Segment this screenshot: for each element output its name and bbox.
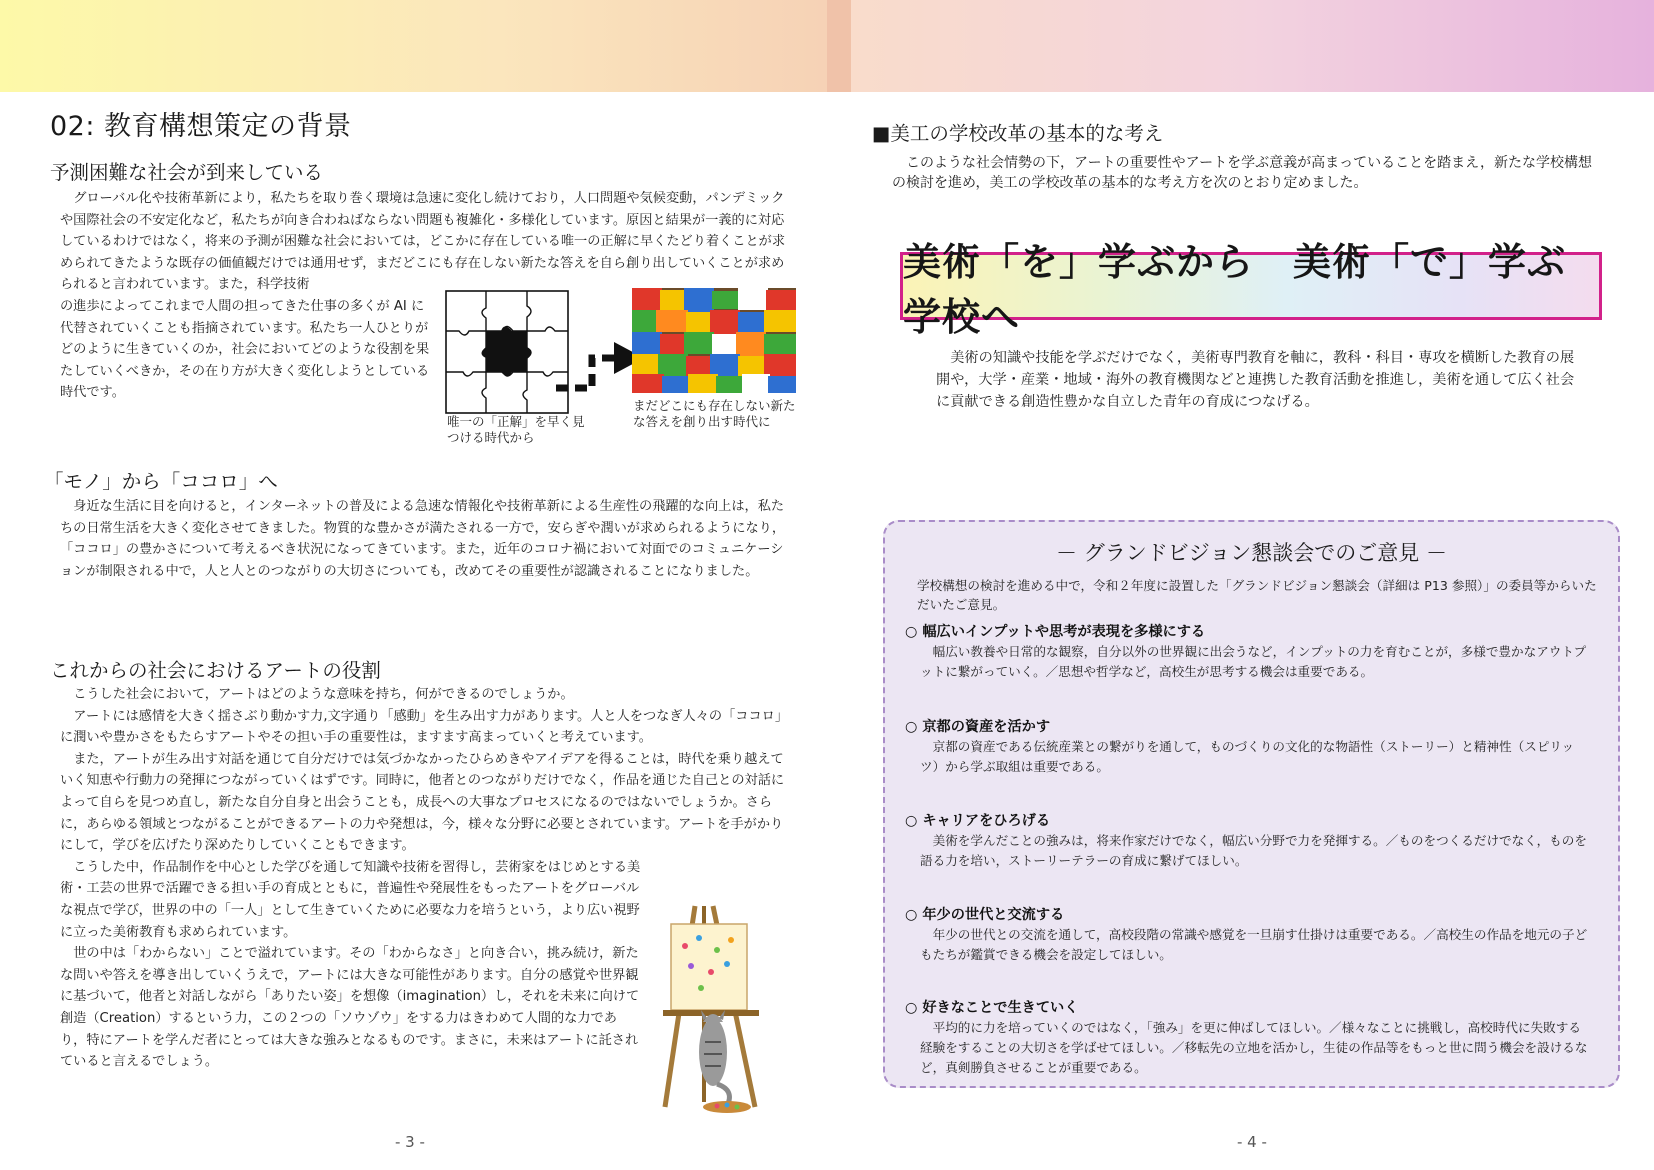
page-number-right: - 4 - xyxy=(1237,1133,1267,1151)
grand-vision-box xyxy=(883,520,1620,1088)
opinion-head-3: ○ キャリアをひろげる xyxy=(905,813,1051,829)
art-role-p3: また，アートが生み出す対話を通じて自分だけでは気づかなかったひらめきやアイデアを得ることは，時代を乗り越えていく知恵や行動力の発揮につながっていくはずです。同時に，他者とのつながりだけでなく，作品を通じた自己との対話によって自らを見つめ直し，新たな自分自身と出会うことも，成長への大事なプロセスになるのではないでしょうか。さらに，あらゆる領域とつながることができるアートの力や発想は，今，様々な分野に必要とされています。アートを手がかりにして，学びを広げたり深めたりしていくこともできます。 xyxy=(60,751,785,854)
art-role-p2: アートには感情を大きく揺さぶり動かす力,文字通り「感動」を生み出す力があります。人と人をつなぎ人々の「ココロ」に潤いや豊かさをもたらすアートやその担い手の重要性は，ますます高まっていくと考えています。 xyxy=(60,708,789,746)
art-role-p1: こうした社会において，アートはどのような意味を持ち，何ができるのでしょうか。 xyxy=(73,687,574,702)
slogan-description: 美術の知識や技能を学ぶだけでなく，美術専門教育を軸に，教科・科目・専攻を横断した教育の展開や，大学・産業・地域・海外の教育機関などと連携した教育活動を推進し，美術を通して広く社会に貢献できる創造性豊かな自立した青年の育成につなげる。 xyxy=(936,350,1575,410)
slogan-banner xyxy=(900,240,1602,339)
section-title-mono-kokoro: 「モノ」から「ココロ」へ xyxy=(44,470,278,493)
caption-puzzle: 唯一の「正解」を早く見つける時代から xyxy=(447,414,585,445)
caption-bricks: まだどこにも存在しない新たな答えを創り出す時代に xyxy=(633,398,796,429)
puzzle-illustration xyxy=(445,290,569,414)
page-heading: 02: 教育構想策定の背景 xyxy=(50,111,352,142)
opinion-head-4: ○ 年少の世代と交流する xyxy=(905,907,1065,923)
section-title-unpredictable: 予測困難な社会が到来している xyxy=(50,161,324,184)
art-role-p5: 世の中は「わからない」ことで溢れています。その「わからなさ」と向き合い，挑み続け，新たな問いや答えを導き出していくうえで，アートには大きな可能性があります。自分の感覚や世界観に基づいて，他者と対話しながら「ありたい姿」を想像（imagination）し，それを未来に向けて創造（Creation）するという力，この２つの「ソウゾウ」をする力はきわめて人間的な力であり，特にアートを学んだ者にとっては大きな強みとなるものです。まさに，未来はアートに託されていると言えるでしょう。 xyxy=(60,946,640,1070)
opinion-text-5: 平均的に力を培っていくのではなく，「強み」を更に伸ばしてほしい。／様々なことに挑戦し，高校時代に失敗する経験をすることの大切さを学ばせてほしい。／移転先の立地を活かし，生徒の作品等をもっと世に問う機会を設けるなど，真剣勝負させることが重要である。 xyxy=(920,1020,1588,1075)
header-band-right xyxy=(851,0,1654,92)
right-heading: ■美工の学校改革の基本的な考え xyxy=(872,122,1164,145)
opinion-head-5: ○ 好きなことで生きていく xyxy=(905,1000,1079,1016)
opinion-text-1: 幅広い教養や日常的な観察，自分以外の世界観に出会うなど，インプットの力を育むことが，多様で豊かなアウトプットに繋がっていく。／思想や哲学など，高校生が思考する機会は重要である。 xyxy=(920,644,1587,679)
header-band-center xyxy=(827,0,851,92)
grand-vision-intro: 学校構想の検討を進める中で，令和２年度に設置した「グランドビジョン懇談会（詳細は P13 参照）」の委員等からいただいたご意見。 xyxy=(917,578,1597,612)
section-title-art-role: これからの社会におけるアートの役割 xyxy=(50,659,381,682)
slogan-text: 美術「を」学ぶから 美術「で」学ぶ学校へ xyxy=(903,240,1567,339)
page-number-left: - 3 - xyxy=(395,1133,425,1151)
cat-painting-easel-illustration xyxy=(655,902,775,1116)
opinion-text-2: 京都の資産である伝統産業との繋がりを通して，ものづくりの文化的な物語性（ストーリー）と精神性（スピリッツ）から学ぶ取組は重要である。 xyxy=(920,739,1575,774)
section-text-mono-kokoro: 身近な生活に目を向けると，インターネットの普及による急速な情報化や技術革新による生産性の飛躍的な向上は，私たちの日常生活を大きく変化させてきました。物質的な豊かさが満たされる一方で，安らぎや潤いが求められるようになり，「ココロ」の豊かさについて考えるべき状況になってきています。また，近年のコロナ禍において対面でのコミュニケーションが制限される中で，人と人とのつながりの大切さについても，改めてその重要性が認識されることになりました。 xyxy=(60,499,786,579)
toy-bricks-photo xyxy=(632,288,796,393)
art-role-p4: こうした中，作品制作を中心とした学びを通して知識や技術を習得し，芸術家をはじめとする美術・工芸の世界で活躍できる担い手の育成とともに，普遍性や発展性をもったアートをグローバルな視点で学び，世界の中の「一人」として生きていくために必要な力を培うという，より広い視野に立った美術教育も求められています。 xyxy=(60,859,641,940)
section-text-unpredictable: グローバル化や技術革新により，私たちを取り巻く環境は急速に変化し続けており，人口問題や気候変動，パンデミックや国際社会の不安定化など，私たちが向き合わねばならない問題も複雑化・多様化しています。原因と結果が一義的に対応しているわけではなく，将来の予測が困難な社会においては，どこかに存在している唯一の正解に早くたどり着くことが求められてきたような既存の価値観だけでは通用せず，まだどこにも存在しない新たな答えを自ら創り出していくことが求められると言われています。また，科学技術 xyxy=(60,191,786,293)
header-band-left xyxy=(0,0,827,92)
right-intro-text: このような社会情勢の下，アートの重要性やアートを学ぶ意義が高まっていることを踏まえ，新たな学校構想の検討を進め，美工の学校改革の基本的な考え方を次のとおり定めました。 xyxy=(892,155,1592,191)
section-text-unpredictable-cont: の進歩によってこれまで人間の担ってきた仕事の多くが AI に代替されていくことも指摘されています。私たち一人ひとりがどのように生きていくのか，社会においてどのような役割を果たしていくべきか，その在り方が大きく変化しようとしている時代です。 xyxy=(60,299,430,401)
opinion-head-2: ○ 京都の資産を活かす xyxy=(905,719,1051,735)
grand-vision-title: － グランドビジョン懇談会でのご意見 － xyxy=(1056,541,1447,565)
opinion-text-4: 年少の世代との交流を通して，高校段階の常識や感覚を一旦崩す仕掛けは重要である。／高校生の作品を地元の子どもたちが鑑賞できる機会を設定してほしい。 xyxy=(920,927,1588,962)
opinion-text-3: 美術を学んだことの強みは，将来作家だけでなく，幅広い分野で力を発揮する。／ものをつくるだけでなく，ものを語る力を培い，ストーリーテラーの育成に繋げてほしい。 xyxy=(920,833,1587,868)
opinion-head-1: ○ 幅広いインプットや思考が表現を多様にする xyxy=(905,624,1206,640)
